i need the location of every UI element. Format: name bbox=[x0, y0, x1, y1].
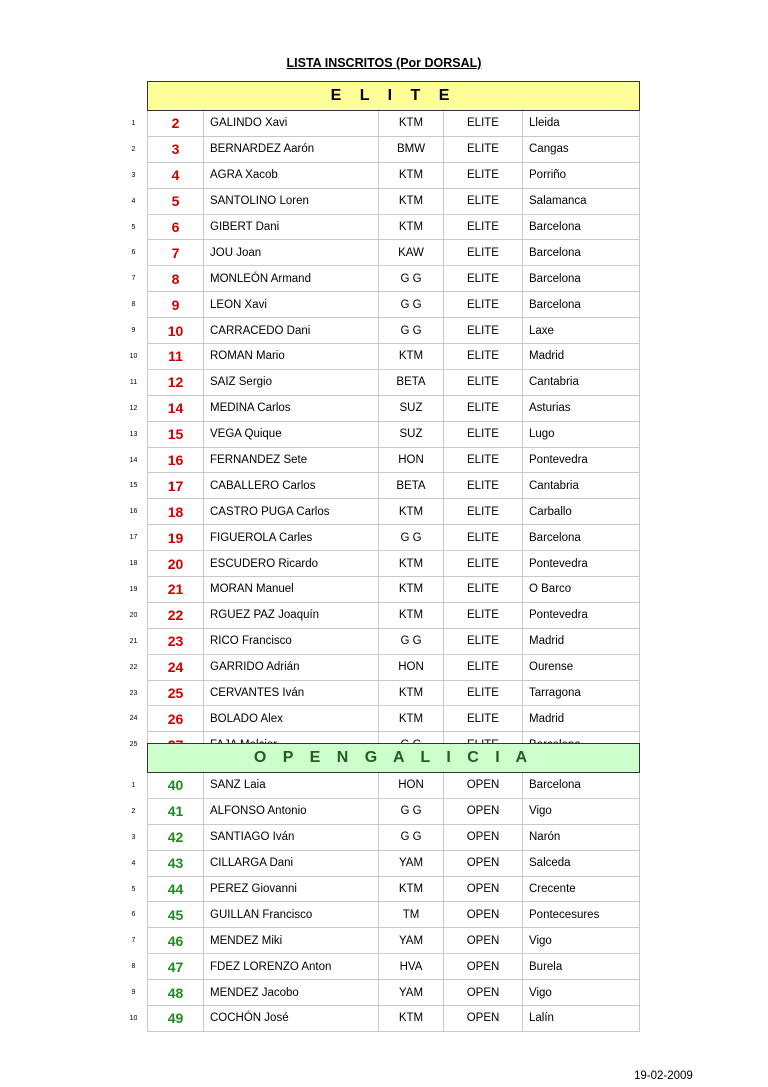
table-row bbox=[120, 318, 640, 344]
table-row bbox=[120, 654, 640, 680]
row-number-cell: 24 bbox=[129, 715, 138, 723]
row-number-cell: 1 bbox=[131, 119, 136, 127]
city-cell: Barcelona bbox=[523, 773, 640, 799]
table-row bbox=[120, 344, 640, 370]
rider-name-cell: MENDEZ Miki bbox=[204, 928, 379, 954]
bike-brand-cell: G G bbox=[379, 292, 444, 318]
rider-name-cell: FIGUEROLA Carles bbox=[204, 525, 379, 551]
row-index-blank bbox=[120, 744, 148, 773]
footer-date: 19-02-2009 bbox=[634, 1070, 693, 1082]
category-cell: ELITE bbox=[444, 525, 523, 551]
table-row bbox=[120, 162, 640, 188]
rider-name-cell: VEGA Quique bbox=[204, 421, 379, 447]
dorsal-number-cell: 21 bbox=[148, 577, 204, 603]
city-cell: Madrid bbox=[523, 628, 640, 654]
city-cell: Barcelona bbox=[523, 266, 640, 292]
table-row bbox=[120, 292, 640, 318]
row-number-cell: 3 bbox=[131, 833, 136, 841]
row-number-cell: 15 bbox=[129, 482, 138, 490]
bike-brand-cell: YAM bbox=[379, 928, 444, 954]
category-cell: ELITE bbox=[444, 214, 523, 240]
city-cell: Cangas bbox=[523, 136, 640, 162]
table-row bbox=[120, 525, 640, 551]
table-row bbox=[120, 876, 640, 902]
rider-name-cell: MEDINA Carlos bbox=[204, 395, 379, 421]
table-row bbox=[120, 136, 640, 162]
category-cell: ELITE bbox=[444, 447, 523, 473]
city-cell: Cantabria bbox=[523, 369, 640, 395]
city-cell: O Barco bbox=[523, 577, 640, 603]
city-cell: Narón bbox=[523, 824, 640, 850]
rider-name-cell: JOU Joan bbox=[204, 240, 379, 266]
category-cell: OPEN bbox=[444, 824, 523, 850]
row-number-cell: 5 bbox=[131, 885, 136, 893]
city-cell: Salamanca bbox=[523, 188, 640, 214]
city-cell: Burela bbox=[523, 954, 640, 980]
bike-brand-cell: HON bbox=[379, 447, 444, 473]
dorsal-number-cell: 15 bbox=[148, 421, 204, 447]
rider-name-cell: SANZ Laia bbox=[204, 773, 379, 799]
rider-name-cell: SANTOLINO Loren bbox=[204, 188, 379, 214]
row-number-cell: 8 bbox=[131, 963, 136, 971]
rider-name-cell: MENDEZ Jacobo bbox=[204, 980, 379, 1006]
section-title-open: O P E N G A L I C I A bbox=[148, 744, 640, 773]
table-row bbox=[120, 214, 640, 240]
bike-brand-cell: G G bbox=[379, 525, 444, 551]
dorsal-number-cell: 9 bbox=[148, 292, 204, 318]
category-cell: ELITE bbox=[444, 266, 523, 292]
bike-brand-cell: KTM bbox=[379, 1006, 444, 1032]
table-row bbox=[120, 928, 640, 954]
city-cell: Pontevedra bbox=[523, 551, 640, 577]
rider-name-cell: CARRACEDO Dani bbox=[204, 318, 379, 344]
rider-name-cell: GUILLAN Francisco bbox=[204, 902, 379, 928]
table-row bbox=[120, 447, 640, 473]
dorsal-number-cell: 5 bbox=[148, 188, 204, 214]
bike-brand-cell: SUZ bbox=[379, 421, 444, 447]
bike-brand-cell: KTM bbox=[379, 706, 444, 732]
section-title-elite: E L I T E bbox=[148, 82, 640, 111]
city-cell: Barcelona bbox=[523, 292, 640, 318]
row-number-cell: 10 bbox=[129, 1014, 138, 1022]
city-cell: Carballo bbox=[523, 499, 640, 525]
city-cell: Tarragona bbox=[523, 680, 640, 706]
city-cell: Barcelona bbox=[523, 525, 640, 551]
dorsal-number-cell: 49 bbox=[148, 1006, 204, 1032]
row-number-cell: 21 bbox=[129, 637, 138, 645]
bike-brand-cell: KAW bbox=[379, 240, 444, 266]
category-cell: ELITE bbox=[444, 318, 523, 344]
bike-brand-cell: G G bbox=[379, 318, 444, 344]
bike-brand-cell: KTM bbox=[379, 551, 444, 577]
city-cell: Pontevedra bbox=[523, 602, 640, 628]
dorsal-number-cell: 4 bbox=[148, 162, 204, 188]
city-cell: Pontecesures bbox=[523, 902, 640, 928]
category-cell: ELITE bbox=[444, 680, 523, 706]
category-cell: ELITE bbox=[444, 421, 523, 447]
city-cell: Madrid bbox=[523, 344, 640, 370]
rider-name-cell: CERVANTES Iván bbox=[204, 680, 379, 706]
page-title: LISTA INSCRITOS (Por DORSAL) bbox=[286, 56, 482, 70]
bike-brand-cell: KTM bbox=[379, 680, 444, 706]
row-number-cell: 2 bbox=[131, 807, 136, 815]
table-row bbox=[120, 266, 640, 292]
rider-name-cell: SANTIAGO Iván bbox=[204, 824, 379, 850]
dorsal-number-cell: 48 bbox=[148, 980, 204, 1006]
bike-brand-cell: KTM bbox=[379, 577, 444, 603]
table-row bbox=[120, 902, 640, 928]
dorsal-number-cell: 23 bbox=[148, 628, 204, 654]
bike-brand-cell: BETA bbox=[379, 473, 444, 499]
dorsal-number-cell: 11 bbox=[148, 344, 204, 370]
bike-brand-cell: KTM bbox=[379, 188, 444, 214]
dorsal-number-cell: 24 bbox=[148, 654, 204, 680]
city-cell: Madrid bbox=[523, 706, 640, 732]
rider-name-cell: ESCUDERO Ricardo bbox=[204, 551, 379, 577]
table-row bbox=[120, 773, 640, 799]
category-cell: ELITE bbox=[444, 188, 523, 214]
dorsal-number-cell: 25 bbox=[148, 680, 204, 706]
category-cell: OPEN bbox=[444, 773, 523, 799]
category-cell: ELITE bbox=[444, 577, 523, 603]
city-cell: Laxe bbox=[523, 318, 640, 344]
city-cell: Ourense bbox=[523, 654, 640, 680]
table-row bbox=[120, 395, 640, 421]
rider-name-cell: MORAN Manuel bbox=[204, 577, 379, 603]
bike-brand-cell: KTM bbox=[379, 602, 444, 628]
rider-name-cell: GARRIDO Adrián bbox=[204, 654, 379, 680]
table-row bbox=[120, 188, 640, 214]
row-number-cell: 6 bbox=[131, 911, 136, 919]
table-row bbox=[120, 240, 640, 266]
row-number-cell: 7 bbox=[131, 275, 136, 283]
bike-brand-cell: SUZ bbox=[379, 395, 444, 421]
city-cell: Lugo bbox=[523, 421, 640, 447]
bike-brand-cell: G G bbox=[379, 798, 444, 824]
dorsal-number-cell: 44 bbox=[148, 876, 204, 902]
bike-brand-cell: KTM bbox=[379, 876, 444, 902]
dorsal-number-cell: 16 bbox=[148, 447, 204, 473]
category-cell: ELITE bbox=[444, 344, 523, 370]
category-cell: OPEN bbox=[444, 954, 523, 980]
dorsal-number-cell: 47 bbox=[148, 954, 204, 980]
rider-name-cell: ALFONSO Antonio bbox=[204, 798, 379, 824]
elite-table bbox=[120, 81, 640, 774]
rider-name-cell: COCHÓN José bbox=[204, 1006, 379, 1032]
dorsal-number-cell: 8 bbox=[148, 266, 204, 292]
rider-name-cell: GALINDO Xavi bbox=[204, 111, 379, 137]
table-row bbox=[120, 551, 640, 577]
rider-name-cell: FERNANDEZ Sete bbox=[204, 447, 379, 473]
category-cell: ELITE bbox=[444, 292, 523, 318]
rider-name-cell: AGRA Xacob bbox=[204, 162, 379, 188]
row-number-cell: 5 bbox=[131, 223, 136, 231]
city-cell: Lleida bbox=[523, 111, 640, 137]
row-number-cell: 3 bbox=[131, 171, 136, 179]
dorsal-number-cell: 20 bbox=[148, 551, 204, 577]
table-row bbox=[120, 706, 640, 732]
dorsal-number-cell: 12 bbox=[148, 369, 204, 395]
bike-brand-cell: G G bbox=[379, 824, 444, 850]
row-number-cell: 23 bbox=[129, 689, 138, 697]
bike-brand-cell: BMW bbox=[379, 136, 444, 162]
rider-name-cell: CABALLERO Carlos bbox=[204, 473, 379, 499]
bike-brand-cell: HON bbox=[379, 654, 444, 680]
city-cell: Pontevedra bbox=[523, 447, 640, 473]
row-number-cell: 9 bbox=[131, 989, 136, 997]
row-number-cell: 19 bbox=[129, 585, 138, 593]
row-number-cell: 22 bbox=[129, 663, 138, 671]
rider-name-cell: CASTRO PUGA Carlos bbox=[204, 499, 379, 525]
dorsal-number-cell: 14 bbox=[148, 395, 204, 421]
rider-name-cell: RGUEZ PAZ Joaquín bbox=[204, 602, 379, 628]
table-row bbox=[120, 954, 640, 980]
row-number-cell: 14 bbox=[129, 456, 138, 464]
dorsal-number-cell: 42 bbox=[148, 824, 204, 850]
category-cell: ELITE bbox=[444, 162, 523, 188]
dorsal-number-cell: 3 bbox=[148, 136, 204, 162]
bike-brand-cell: G G bbox=[379, 628, 444, 654]
category-cell: ELITE bbox=[444, 551, 523, 577]
rider-name-cell: PEREZ Giovanni bbox=[204, 876, 379, 902]
dorsal-number-cell: 46 bbox=[148, 928, 204, 954]
city-cell: Lalín bbox=[523, 1006, 640, 1032]
dorsal-number-cell: 18 bbox=[148, 499, 204, 525]
dorsal-number-cell: 17 bbox=[148, 473, 204, 499]
rider-name-cell: GIBERT Dani bbox=[204, 214, 379, 240]
bike-brand-cell: HVA bbox=[379, 954, 444, 980]
row-number-cell: 18 bbox=[129, 560, 138, 568]
dorsal-number-cell: 41 bbox=[148, 798, 204, 824]
table-row bbox=[120, 111, 640, 137]
rider-name-cell: CILLARGA Dani bbox=[204, 850, 379, 876]
dorsal-number-cell: 2 bbox=[148, 111, 204, 137]
category-cell: ELITE bbox=[444, 136, 523, 162]
city-cell: Vigo bbox=[523, 798, 640, 824]
table-row bbox=[120, 680, 640, 706]
row-number-cell: 6 bbox=[131, 249, 136, 257]
dorsal-number-cell: 22 bbox=[148, 602, 204, 628]
rider-name-cell: MONLEÓN Armand bbox=[204, 266, 379, 292]
city-cell: Porriño bbox=[523, 162, 640, 188]
category-cell: OPEN bbox=[444, 850, 523, 876]
city-cell: Barcelona bbox=[523, 240, 640, 266]
dorsal-number-cell: 26 bbox=[148, 706, 204, 732]
table-row bbox=[120, 628, 640, 654]
rider-name-cell: ROMAN Mario bbox=[204, 344, 379, 370]
bike-brand-cell: G G bbox=[379, 266, 444, 292]
bike-brand-cell: KTM bbox=[379, 162, 444, 188]
category-cell: OPEN bbox=[444, 980, 523, 1006]
table-row bbox=[120, 1006, 640, 1032]
city-cell: Asturias bbox=[523, 395, 640, 421]
rider-name-cell: RICO Francisco bbox=[204, 628, 379, 654]
row-number-cell: 17 bbox=[129, 534, 138, 542]
category-cell: OPEN bbox=[444, 928, 523, 954]
rider-name-cell: BERNARDEZ Aarón bbox=[204, 136, 379, 162]
open-header-row bbox=[120, 744, 640, 773]
dorsal-number-cell: 40 bbox=[148, 773, 204, 799]
category-cell: ELITE bbox=[444, 628, 523, 654]
rider-name-cell: BOLADO Alex bbox=[204, 706, 379, 732]
table-row bbox=[120, 824, 640, 850]
table-row bbox=[120, 499, 640, 525]
table-row bbox=[120, 798, 640, 824]
category-cell: ELITE bbox=[444, 473, 523, 499]
city-cell: Vigo bbox=[523, 928, 640, 954]
table-row bbox=[120, 473, 640, 499]
bike-brand-cell: YAM bbox=[379, 980, 444, 1006]
category-cell: ELITE bbox=[444, 395, 523, 421]
bike-brand-cell: KTM bbox=[379, 111, 444, 137]
bike-brand-cell: TM bbox=[379, 902, 444, 928]
row-index-blank bbox=[120, 82, 148, 111]
row-number-cell: 4 bbox=[131, 859, 136, 867]
bike-brand-cell: KTM bbox=[379, 499, 444, 525]
dorsal-number-cell: 43 bbox=[148, 850, 204, 876]
category-cell: OPEN bbox=[444, 876, 523, 902]
rider-name-cell: LEON Xavi bbox=[204, 292, 379, 318]
row-number-cell: 25 bbox=[129, 741, 138, 749]
row-number-cell: 20 bbox=[129, 611, 138, 619]
table-row bbox=[120, 850, 640, 876]
bike-brand-cell: YAM bbox=[379, 850, 444, 876]
rider-name-cell: FDEZ LORENZO Anton bbox=[204, 954, 379, 980]
table-row bbox=[120, 421, 640, 447]
row-number-cell: 2 bbox=[131, 145, 136, 153]
row-number-cell: 1 bbox=[131, 781, 136, 789]
dorsal-number-cell: 45 bbox=[148, 902, 204, 928]
city-cell: Salceda bbox=[523, 850, 640, 876]
rider-name-cell: SAIZ Sergio bbox=[204, 369, 379, 395]
city-cell: Vigo bbox=[523, 980, 640, 1006]
row-number-cell: 12 bbox=[129, 404, 138, 412]
row-number-cell: 10 bbox=[129, 352, 138, 360]
dorsal-number-cell: 19 bbox=[148, 525, 204, 551]
bike-brand-cell: KTM bbox=[379, 214, 444, 240]
row-number-cell: 16 bbox=[129, 508, 138, 516]
bike-brand-cell: BETA bbox=[379, 369, 444, 395]
dorsal-number-cell: 6 bbox=[148, 214, 204, 240]
city-cell: Cantabria bbox=[523, 473, 640, 499]
bike-brand-cell: KTM bbox=[379, 344, 444, 370]
category-cell: OPEN bbox=[444, 1006, 523, 1032]
category-cell: ELITE bbox=[444, 240, 523, 266]
category-cell: OPEN bbox=[444, 798, 523, 824]
dorsal-number-cell: 7 bbox=[148, 240, 204, 266]
elite-header-row bbox=[120, 82, 640, 111]
row-number-cell: 4 bbox=[131, 197, 136, 205]
table-row bbox=[120, 980, 640, 1006]
row-number-cell: 11 bbox=[129, 378, 138, 386]
table-row bbox=[120, 577, 640, 603]
bike-brand-cell: HON bbox=[379, 773, 444, 799]
open-table bbox=[120, 743, 640, 1032]
category-cell: OPEN bbox=[444, 902, 523, 928]
category-cell: ELITE bbox=[444, 499, 523, 525]
row-number-cell: 7 bbox=[131, 937, 136, 945]
category-cell: ELITE bbox=[444, 602, 523, 628]
table-row bbox=[120, 369, 640, 395]
dorsal-number-cell: 10 bbox=[148, 318, 204, 344]
city-cell: Barcelona bbox=[523, 214, 640, 240]
table-row bbox=[120, 602, 640, 628]
category-cell: ELITE bbox=[444, 111, 523, 137]
category-cell: ELITE bbox=[444, 706, 523, 732]
row-number-cell: 13 bbox=[129, 430, 138, 438]
category-cell: ELITE bbox=[444, 654, 523, 680]
row-number-cell: 9 bbox=[131, 327, 136, 335]
category-cell: ELITE bbox=[444, 369, 523, 395]
row-number-cell: 8 bbox=[131, 301, 136, 309]
city-cell: Crecente bbox=[523, 876, 640, 902]
